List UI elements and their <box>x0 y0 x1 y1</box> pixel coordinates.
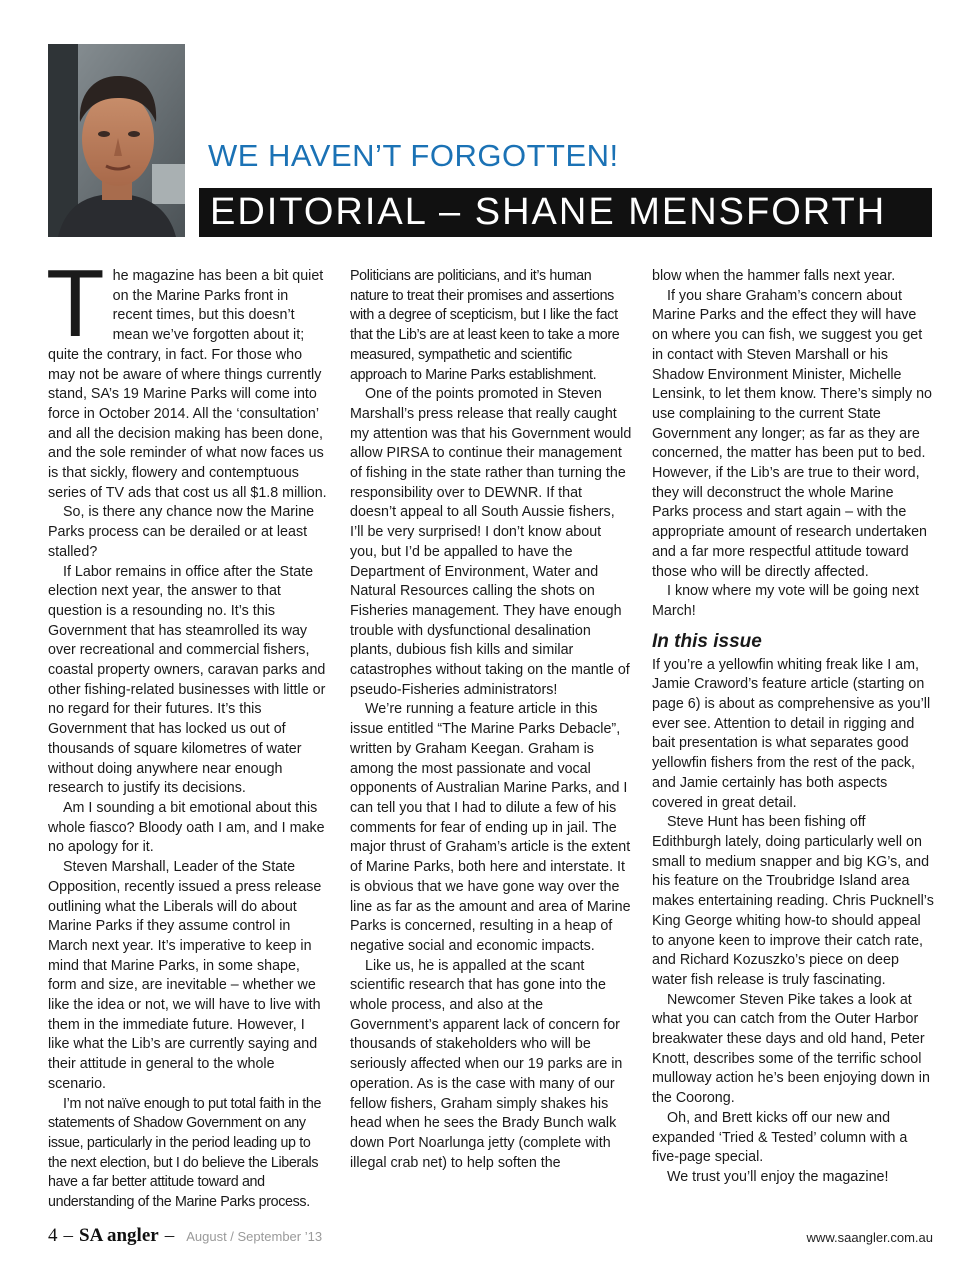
paragraph: If you’re a yellowfin whiting freak like I am, Jamie Craword’s feature article (starting on page 6) is about as comprehensive as you’ll ever see. Attention to detail in rigging and bait presentation is what separates good yellowfin fishers from the rest of the pack, and Jamie certainly has both aspects covered in great detail. <box>652 656 931 811</box>
paragraph: I know where my vote will be going next March! <box>652 583 919 619</box>
headline-kicker: WE HAVEN’T FORGOTTEN! <box>208 138 619 173</box>
magazine-name: SA angler <box>79 1225 159 1246</box>
paragraph: So, is there any chance now the Marine Parks process can be derailed or at least stalled? <box>48 504 315 560</box>
paragraph: We’re running a feature article in this issue entitled “The Marine Parks Debacle”, written by Graham Keegan. Graham is among the most passionate and vocal opponents of Australian Marine Parks, and I can tell you that I had to dilute a few of his comments for fear of ending up in jail. The major thrust of Graham’s article is the extent of Marine Parks, both here and interstate. It is obvious that we have gone way over the line as far as the amount and area of Marine Parks is concerned, resulting in a heap of negative social and economic impacts. <box>350 701 631 954</box>
article-column-3 <box>652 267 934 1188</box>
paragraph: If you share Graham’s concern about Marine Parks and the effect they will have on where you can fish, we suggest you get in contact with Steven Marshall or his Shadow Environment Minister, Michelle Lensink, to let them know. There’s simply no use complaining to the current State Government any longer; as far as they are concerned, the matter has been put to bed. However, if the Lib’s are true to their word, they will deconstruct the whole Marine Parks process and start again – with the appropriate amount of research undertaken and a far more respectful attitude toward those who will be directly affected. <box>652 287 932 580</box>
footer-separator: – <box>63 1225 73 1246</box>
page-footer-left <box>48 1225 322 1247</box>
editor-portrait-photo <box>48 44 185 237</box>
paragraph: Like us, he is appalled at the scant scientific research that has gone into the whole process, and also at the Government’s apparent lack of concern for thousands of stakeholders who will be seriously affected when our 19 parks are in operation. As is the case with many of our fellow fishers, Graham simply shakes his head when he sees the Brady Bunch walk down Port Noarlunga jetty (complete with illegal crab net) to help soften the <box>350 957 623 1171</box>
article-column-1 <box>46 250 330 1213</box>
paragraph: Oh, and Brett kicks off our new and expanded ‘Tried & Tested’ column with a five-page special. <box>652 1109 908 1166</box>
paragraph-text: he magazine has been a bit quiet on the Marine Parks front in recent times, but this doesn’t mean we’ve forgotten about it; quite the contrary, in fact. For those who may not be aware of where things currently stand, SA’s 19 Marine Parks will come into force in October 2014. All the ‘consultation’ and all the decision making has been done, and the sole reminder of what now faces us is that sickly, flowery and contemptuous series of TV ads that cost us all $1.8 million. <box>48 268 327 501</box>
page-number: 4 <box>48 1225 58 1246</box>
website-url: www.saangler.com.au <box>806 1230 933 1245</box>
paragraph: If Labor remains in office after the State election next year, the answer to that question is a resounding no. It’s this Government that has steamrolled its way over recreational and commercial fishers, coastal property owners, caravan parks and other fishing-related businesses with little or no regard for their futures. It’s this Government that has locked us out of thousands of square kilometres of water without doing anywhere near enough research to justify its decisions. <box>48 563 326 797</box>
paragraph: I’m not naïve enough to put total faith in the statements of Shadow Government on any issue, particularly in the period leading up to the next election, but I do believe the Liberals have a far better attitude toward and understanding of the Marine Parks process. <box>48 1095 322 1211</box>
section-subheading: In this issue <box>652 630 762 652</box>
paragraph: Newcomer Steven Pike takes a look at what you can catch from the Outer Harbor breakwater these days and old hand, Peter Knott, describes some of the terrific school mulloway action he’s been enjoying down in the Coorong. <box>652 991 930 1107</box>
paragraph: blow when the hammer falls next year. <box>652 268 896 284</box>
editorial-banner <box>199 188 932 237</box>
paragraph: Am I sounding a bit emotional about this whole fiasco? Bloody oath I am, and I make no apology for it. <box>48 799 325 856</box>
paragraph: We trust you’ll enjoy the magazine! <box>667 1168 889 1185</box>
footer-separator: – <box>164 1225 175 1246</box>
paragraph: One of the points promoted in Steven Marshall’s press release that really caught my attention was that his Government would allow PIRSA to continue their management of fishing in the state rather than turning the responsibility over to DEWNR. If that doesn’t appeal to all South Aussie fishers, I’ll be very surprised! I don’t know about you, but I’d be appalled to have the Department of Environment, Water and Natural Resources calling the shots on Fisheries management. They have enough trouble with dysfunctional desalination plants, dubious fish kills and similar catastrophes without taking on the mantle of pseudo-Fisheries administrators! <box>350 386 632 698</box>
editor-portrait-illustration <box>48 44 185 237</box>
issue-date: August / September ’13 <box>186 1229 323 1244</box>
editorial-title: EDITORIAL – SHANE MENSFORTH <box>210 191 887 233</box>
paragraph: Steve Hunt has been fishing off Edithburgh lately, doing particularly well on small to medium snapper and big KG’s, and his feature on the Troubridge Island area makes entertaining reading. Chris Pucknell’s King George whiting how-to should appeal to anyone keen to improve their catch rate, and Richard Kozuszko’s piece on deep water fish release is truly fascinating. <box>652 814 934 988</box>
article-column-2 <box>350 267 632 1173</box>
paragraph: Steven Marshall, Leader of the State Opposition, recently issued a press release outlining what the Liberals will do about Marine Parks if they assume control in March next year. It’s imperative to keep in mind that Marine Parks, in some shape, form and size, are inevitable – whether we like the idea or not, we will have to live with them in the immediate future. However, I like what the Lib’s are currently saying and their attitude in general to the whole scenario. <box>48 859 322 1092</box>
paragraph: Politicians are politicians, and it’s human nature to treat their promises and assertions with a degree of scepticism, but I like the fact that the Lib’s are at least keen to take a more measured, sympathetic and scientific approach to Marine Parks establishment. <box>350 268 620 383</box>
paragraph <box>46 250 330 503</box>
drop-cap: T <box>46 250 105 357</box>
